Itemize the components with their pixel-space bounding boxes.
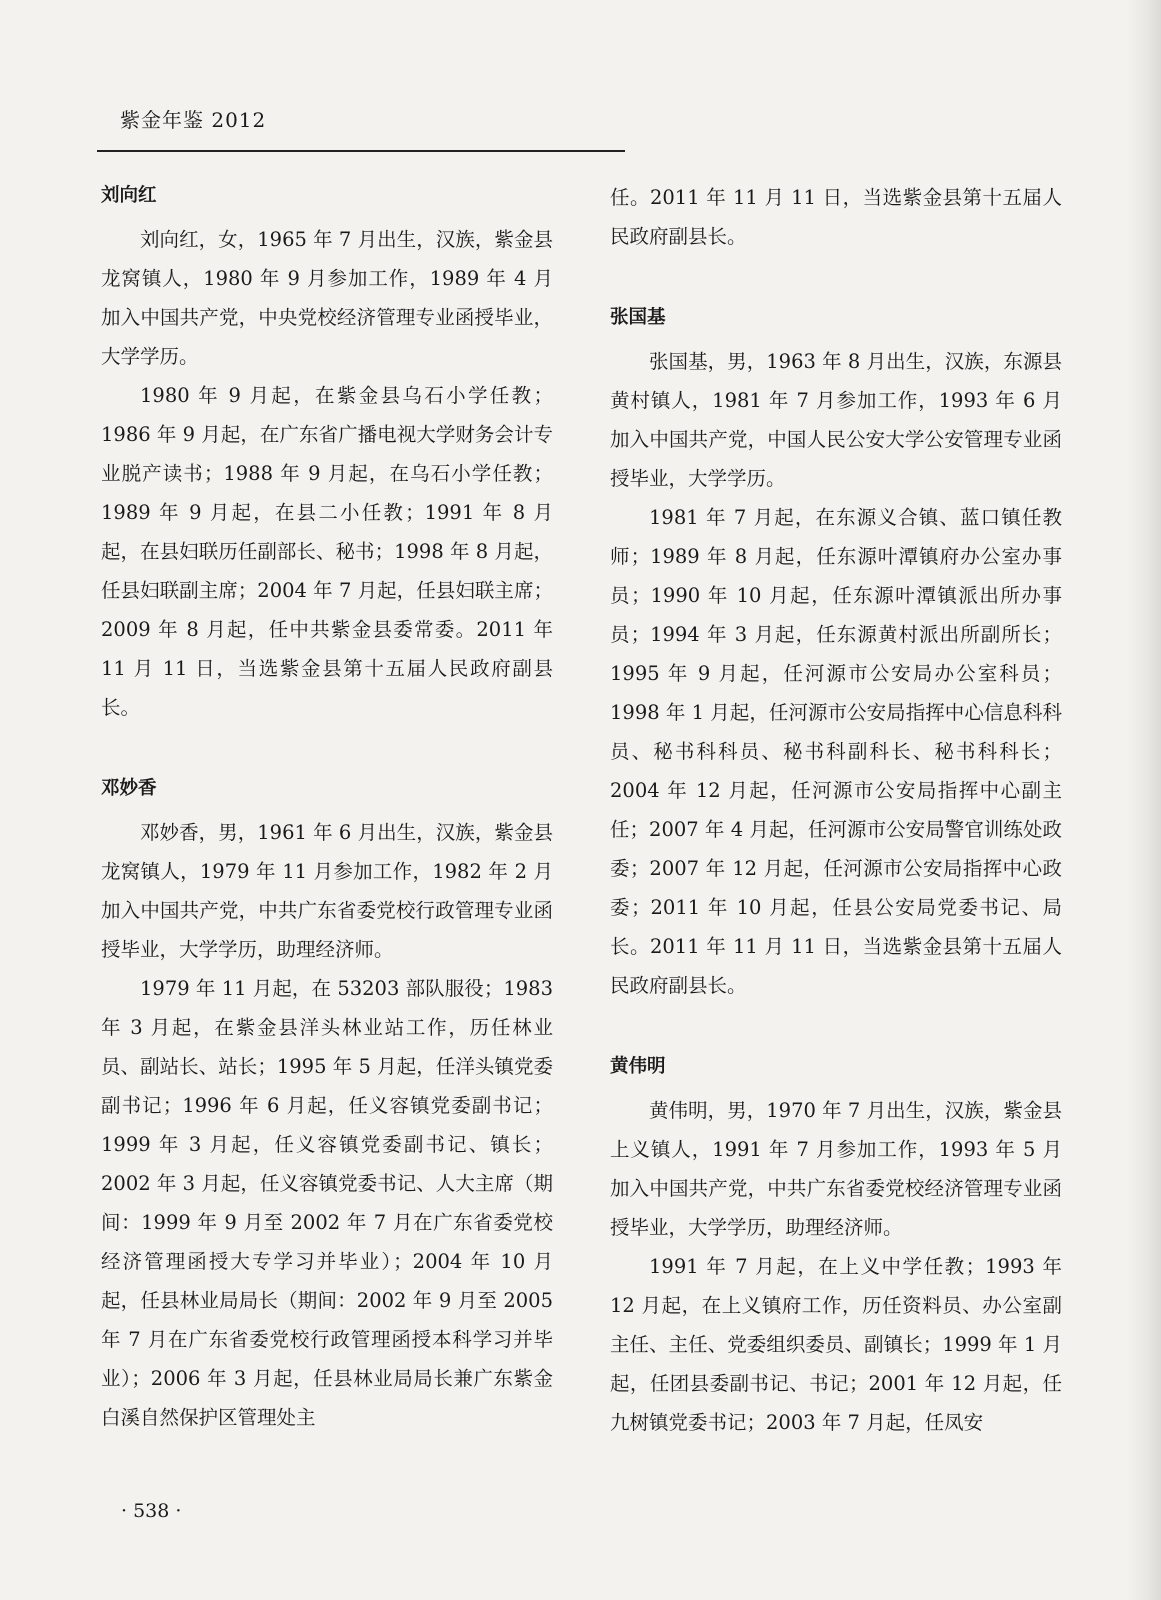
bio-career-paragraph: 1981 年 7 月起，在东源义合镇、蓝口镇任教师；1989 年 8 月起，任东源叶潭镇府办公室办事员；1990 年 10 月起，任东源叶潭镇派出所办事员；1994 年 3 月起，任东源黄村派出所副所长；1995 年 9 月起，任河源市公安局办公室科员；1998 年 1 月起，任河源市公安局指挥中心信息科科员、秘书科科员、秘书科副科长、秘书科科长；2004 年 12 月起，任河源市公安局指挥中心副主任；2007 年 4 月起，任河源市公安局警官训练处政委；2007 年 12 月起，任河源市公安局指挥中心政委；2011 年 10 月起，任县公安局党委书记、局长。2011 年 11 月 11 日，当选紫金县第十五届人民政府副县长。 [610, 506, 1062, 997]
biography-zhang-guoji [610, 300, 1062, 1005]
bio-intro-paragraph: 邓妙香，男，1961 年 6 月出生，汉族，紫金县龙窝镇人，1979 年 11 月参加工作，1982 年 2 月加入中国共产党，中共广东省委党校行政管理专业函授毕业，大学学历，助理经济师。 [101, 821, 553, 961]
page-number: · 538 · [121, 1500, 182, 1522]
left-column [101, 178, 553, 1481]
page-edge-shadow [1127, 0, 1161, 1600]
biography-liu-xianghong [101, 178, 553, 727]
bio-career-paragraph: 1991 年 7 月起，在上义中学任教；1993 年 12 月起，在上义镇府工作，历任资料员、办公室副主任、主任、党委组织委员、副镇长；1999 年 1 月起，任团县委副书记、书记；2001 年 12 月起，任九树镇党委书记；2003 年 7 月起，任凤安 [610, 1255, 1062, 1434]
biography-deng-miaoxiang [101, 771, 553, 1437]
right-column [610, 178, 1062, 1486]
person-name: 张国基 [610, 307, 666, 328]
continued-paragraph: 任。2011 年 11 月 11 日，当选紫金县第十五届人民政府副县长。 [610, 186, 1062, 248]
person-name: 刘向红 [101, 185, 157, 206]
bio-intro-paragraph: 黄伟明，男，1970 年 7 月出生，汉族，紫金县上义镇人，1991 年 7 月参加工作，1993 年 5 月加入中国共产党，中共广东省委党校经济管理专业函授毕业，大学学历，助理经济师。 [610, 1099, 1062, 1239]
running-title: 紫金年鉴 2012 [120, 108, 267, 132]
biography-huang-weiming [610, 1049, 1062, 1442]
bio-career-paragraph: 1979 年 11 月起，在 53203 部队服役；1983 年 3 月起，在紫金县洋头林业站工作，历任林业员、副站长、站长；1995 年 5 月起，任洋头镇党委副书记；1996 年 6 月起，任义容镇党委副书记；1999 年 3 月起，任义容镇党委副书记、镇长；2002 年 3 月起，任义容镇党委书记、人大主席（期间：1999 年 9 月至 2002 年 7 月在广东省委党校经济管理函授大专学习并毕业）；2004 年 10 月起，任县林业局局长（期间：2002 年 9 月至 2005 年 7 月在广东省委党校行政管理函授本科学习并毕业）；2006 年 3 月起，任县林业局局长兼广东紫金白溪自然保护区管理处主 [101, 977, 553, 1429]
continued-text-block [610, 178, 1062, 256]
person-name: 黄伟明 [610, 1056, 666, 1077]
person-name: 邓妙香 [101, 778, 157, 799]
bio-intro-paragraph: 刘向红，女，1965 年 7 月出生，汉族，紫金县龙窝镇人，1980 年 9 月参加工作，1989 年 4 月加入中国共产党，中央党校经济管理专业函授毕业，大学学历。 [101, 228, 553, 368]
header-rule [97, 150, 625, 152]
bio-intro-paragraph: 张国基，男，1963 年 8 月出生，汉族，东源县黄村镇人，1981 年 7 月参加工作，1993 年 6 月加入中国共产党，中国人民公安大学公安管理专业函授毕业，大学学历。 [610, 350, 1062, 490]
bio-career-paragraph: 1980 年 9 月起，在紫金县乌石小学任教；1986 年 9 月起，在广东省广播电视大学财务会计专业脱产读书；1988 年 9 月起，在乌石小学任教；1989 年 9 月起，在县二小任教；1991 年 8 月起，在县妇联历任副部长、秘书；1998 年 8 月起，任县妇联副主席；2004 年 7 月起，任县妇联主席；2009 年 8 月起，任中共紫金县委常委。2011 年 11 月 11 日，当选紫金县第十五届人民政府副县长。 [101, 384, 553, 719]
